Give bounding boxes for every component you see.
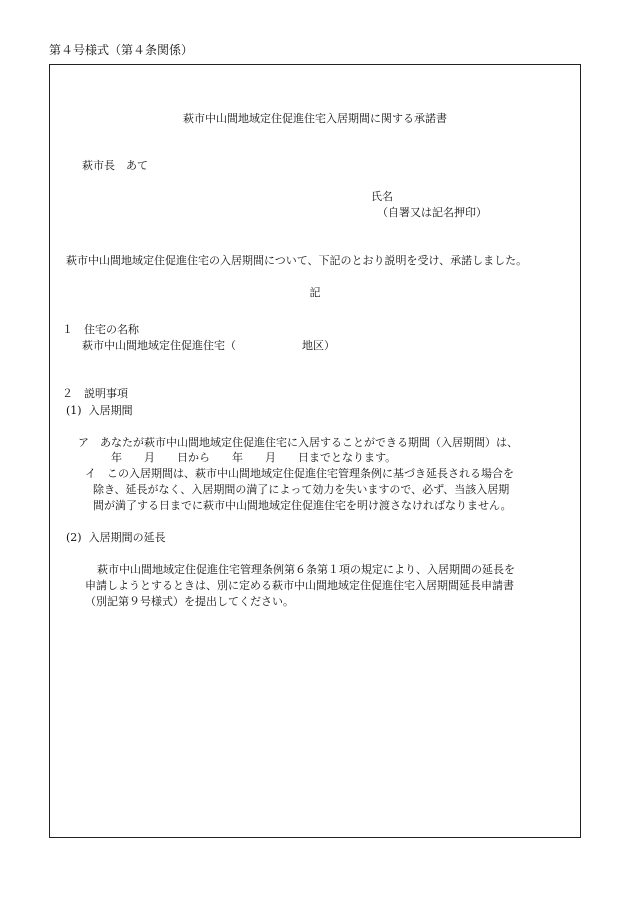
item-i-line: イ この入居期間は、萩市中山間地域定住促進住宅管理条例に基づき延長される場合を xyxy=(85,467,514,480)
section-2-heading: ２ 説明事項 xyxy=(62,387,128,400)
housing-name: 萩市中山間地域定住促進住宅（ 地区） xyxy=(82,339,335,352)
extension-text-line: （別記第９号様式）を提出してください。 xyxy=(85,595,294,608)
ki-heading: 記 xyxy=(309,286,321,299)
extension-text-line: 申請しようとするときは、別に定める萩市中山間地域定住促進住宅入居期間延長申請書 xyxy=(85,579,514,592)
subsection-1-heading: (1) 入居期間 xyxy=(66,404,133,417)
form-number-label: 第４号様式（第４条関係） xyxy=(49,43,194,57)
section-1-heading: １ 住宅の名称 xyxy=(62,323,139,336)
consent-statement: 萩市中山間地域定住促進住宅の入居期間について、下記のとおり説明を受け、承諾しました。 xyxy=(66,254,528,267)
extension-text-line: 萩市中山間地域定住促進住宅管理条例第６条第１項の規定により、入居期間の延長を xyxy=(97,563,515,576)
signature-note: （自署又は記名押印） xyxy=(377,206,487,219)
item-i-line: 間が満了する日までに萩市中山間地域定住促進住宅を明け渡さなければなりません。 xyxy=(93,499,512,512)
addressee: 萩市長 あて xyxy=(82,159,148,172)
name-label: 氏名 xyxy=(371,190,393,203)
subsection-2-heading: (2) 入居期間の延長 xyxy=(66,531,166,544)
item-i-line: 除き、延長がなく、入居期間の満了によって効力を失いますので、必ず、当該入居期 xyxy=(93,483,510,496)
item-a-line: ア あなたが萩市中山間地域定住促進住宅に入居することができる期間（入居期間）は、 xyxy=(78,436,518,449)
document-title: 萩市中山間地域定住促進住宅入居期間に関する承諾書 xyxy=(183,112,447,125)
item-a-period-line: 年 月 日から 年 月 日までとなります。 xyxy=(78,451,397,464)
